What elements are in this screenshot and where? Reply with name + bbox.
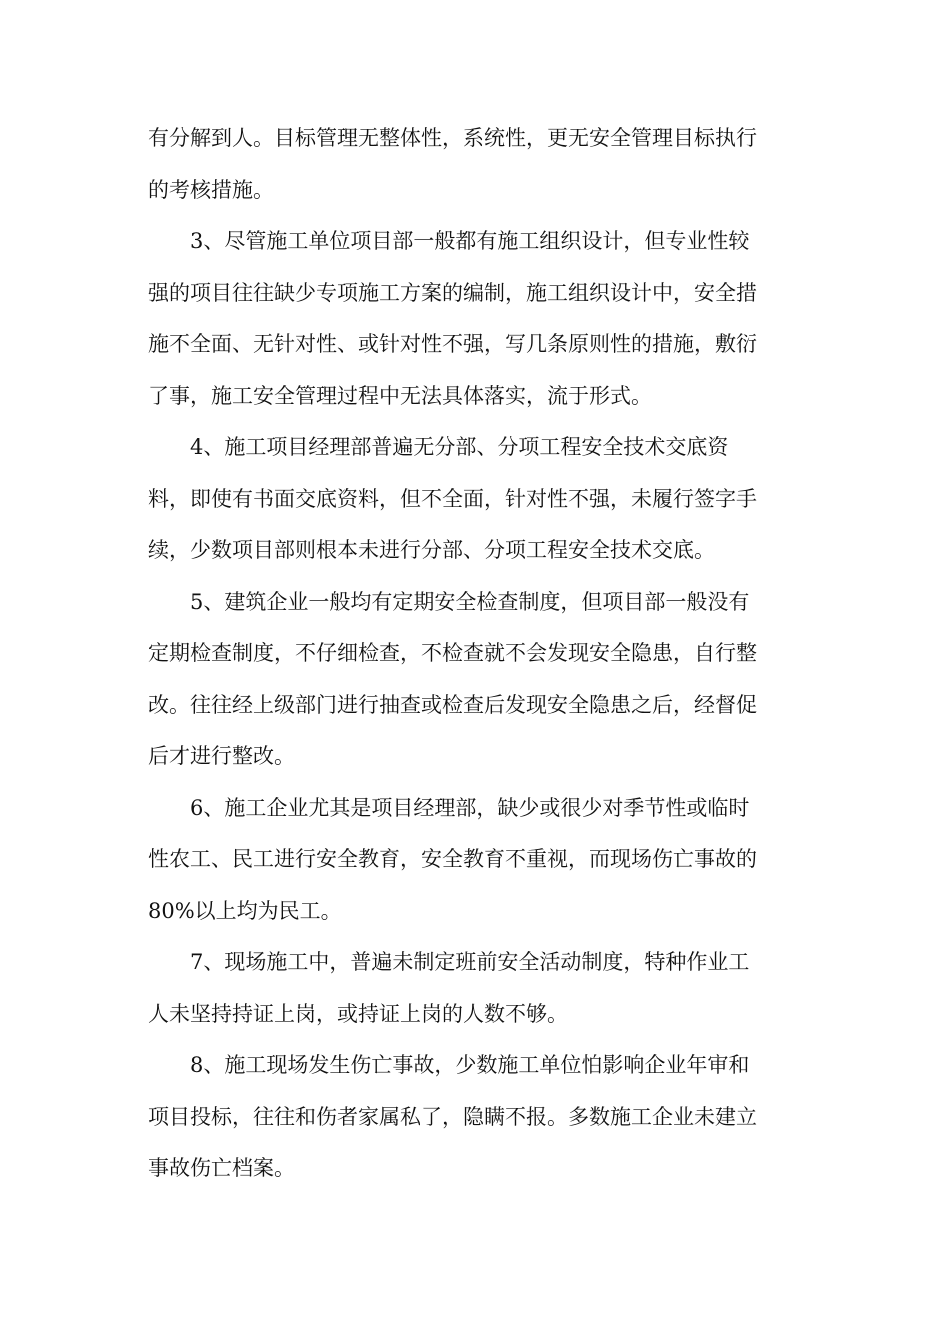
text-line: 强的项目往往缺少专项施工方案的编制，施工组织设计中，安全措 [148, 280, 757, 305]
paragraph-item-3 [148, 216, 800, 422]
text-line: 施不全面、无针对性、或针对性不强，写几条原则性的措施，敷衍 [148, 332, 757, 356]
text-line: 了事，施工安全管理过程中无法具体落实，流于形式。 [148, 383, 652, 408]
text-line: 改。往往经上级部门进行抽查或检查后发现安全隐患之后，经督促 [148, 692, 757, 717]
document-body [148, 113, 800, 1195]
text-line: 的考核措施。 [148, 177, 274, 202]
text-line: 7、现场施工中，普遍未制定班前安全活动制度，特种作业工 [190, 950, 750, 974]
text-line: 料，即使有书面交底资料，但不全面，针对性不强，未履行签字手 [148, 486, 757, 511]
paragraph-item-4 [148, 422, 800, 577]
paragraph-item-8 [148, 1040, 800, 1195]
text-line: 有分解到人。目标管理无整体性，系统性，更无安全管理目标执行 [148, 126, 757, 150]
text-line: 3、尽管施工单位项目部一般都有施工组织设计，但专业性较 [190, 229, 750, 253]
paragraph-continuation [148, 113, 800, 216]
text-line: 6、施工企业尤其是项目经理部，缺少或很少对季节性或临时 [190, 795, 750, 820]
text-line: 5、建筑企业一般均有定期安全检查制度，但项目部一般没有 [190, 589, 750, 614]
text-line: 项目投标，往往和伤者家属私了，隐瞒不报。多数施工企业未建立 [148, 1104, 757, 1129]
paragraph-item-5 [148, 577, 800, 783]
paragraph-item-7 [148, 937, 800, 1040]
text-line: 80%以上均为民工。 [148, 898, 342, 923]
text-line: 事故伤亡档案。 [148, 1156, 295, 1180]
text-line: 8、施工现场发生伤亡事故，少数施工单位怕影响企业年审和 [190, 1053, 750, 1077]
text-line: 4、施工项目经理部普遍无分部、分项工程安全技术交底资 [190, 435, 729, 459]
text-line: 定期检查制度，不仔细检查，不检查就不会发现安全隐患，自行整 [148, 641, 757, 665]
text-line: 性农工、民工进行安全教育，安全教育不重视，而现场伤亡事故的 [148, 847, 757, 871]
text-line: 人未坚持持证上岗，或持证上岗的人数不够。 [148, 1001, 568, 1026]
text-line: 续，少数项目部则根本未进行分部、分项工程安全技术交底。 [148, 538, 715, 562]
text-line: 后才进行整改。 [148, 744, 295, 768]
paragraph-item-6 [148, 783, 800, 938]
